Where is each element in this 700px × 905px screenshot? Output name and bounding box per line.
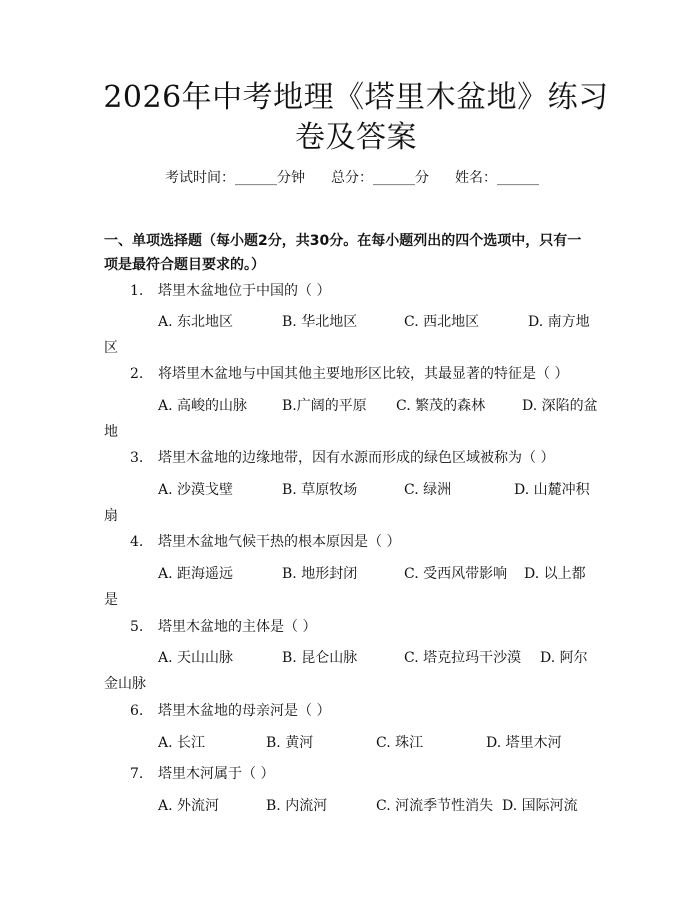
question-number: 1. — [130, 283, 144, 299]
question-text: 塔里木盆地位于中国的（ ） — [158, 283, 331, 299]
question-stem — [130, 617, 600, 637]
section-heading: 一、单项选择题（每小题2分，共30分。在每小题列出的四个选项中，只有一项是最符合题目要求的。） — [104, 233, 582, 273]
option-c: C. 西北地区 — [404, 314, 480, 330]
question-stem — [130, 532, 600, 552]
option-a: A. 沙漠戈壁 — [158, 482, 234, 498]
option-b: B.广阔的平原 — [282, 398, 367, 414]
option-a: A. 高峻的山脉 — [158, 398, 248, 414]
option-d: D. 深陷的盆 — [522, 398, 598, 414]
question-text: 塔里木盆地气候干热的根本原因是（ ） — [158, 534, 401, 550]
question-stem — [130, 764, 600, 784]
option-a: A. 天山山脉 — [158, 650, 234, 666]
option-b: B. 内流河 — [266, 798, 328, 814]
option-b: B. 华北地区 — [282, 314, 358, 330]
question-stem — [130, 364, 600, 384]
total-score-field: 总分：______分 — [331, 170, 429, 186]
exam-time-field: 考试时间：______分钟 — [165, 170, 305, 186]
question-text: 塔里木河属于（ ） — [158, 766, 275, 782]
question-stem — [130, 281, 600, 301]
option-c: C. 绿洲 — [404, 482, 452, 498]
question-number: 3. — [130, 450, 144, 466]
exam-meta — [165, 168, 565, 188]
question-number: 7. — [130, 766, 144, 782]
name-field: 姓名：______ — [455, 170, 539, 186]
option-d: D. 国际河流 — [502, 798, 578, 814]
option-a: A. 外流河 — [158, 798, 220, 814]
option-c: C. 塔克拉玛干沙漠 — [404, 650, 522, 666]
option-d: D. 塔里木河 — [486, 735, 562, 751]
option-b: B. 草原牧场 — [282, 482, 358, 498]
option-a: A. 距海遥远 — [158, 566, 234, 582]
option-d: D. 阿尔 — [540, 650, 588, 666]
option-d: D. 以上都 — [524, 566, 586, 582]
question-number: 5. — [130, 619, 144, 635]
question-stem — [130, 701, 600, 721]
option-d: D. 南方地 — [528, 314, 590, 330]
option-wrap-text: 扇 — [104, 508, 118, 524]
option-c: C. 繁茂的森林 — [396, 398, 486, 414]
question-text: 将塔里木盆地与中国其他主要地形区比较，其最显著的特征是（ ） — [158, 366, 569, 382]
option-wrap-text: 地 — [104, 424, 118, 440]
option-a: A. 东北地区 — [158, 314, 234, 330]
option-wrap-text: 区 — [104, 340, 118, 356]
question-text: 塔里木盆地的主体是（ ） — [158, 619, 317, 635]
option-c: C. 受西风带影响 — [404, 566, 508, 582]
option-d: D. 山麓冲积 — [514, 482, 590, 498]
option-wrap-text: 金山脉 — [104, 676, 146, 692]
question-number: 2. — [130, 366, 144, 382]
option-b: B. 昆仑山脉 — [282, 650, 358, 666]
option-a: A. 长江 — [158, 735, 206, 751]
option-c: C. 珠江 — [376, 735, 424, 751]
option-b: B. 黄河 — [266, 735, 314, 751]
question-number: 6. — [130, 703, 144, 719]
option-c: C. 河流季节性消失 — [376, 798, 494, 814]
page-title: 2026年中考地理《塔里木盆地》练习卷及答案 — [103, 80, 609, 155]
option-wrap-text: 是 — [104, 592, 118, 608]
option-b: B. 地形封闭 — [282, 566, 358, 582]
question-stem — [130, 448, 600, 468]
question-text: 塔里木盆地的边缘地带，因有水源而形成的绿色区域被称为（ ） — [158, 450, 555, 466]
question-number: 4. — [130, 534, 144, 550]
question-text: 塔里木盆地的母亲河是（ ） — [158, 703, 331, 719]
